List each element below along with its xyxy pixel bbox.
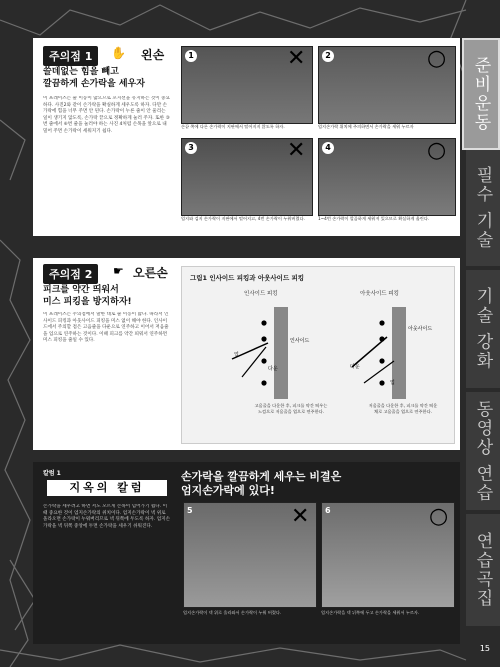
section2-body: 이 프레이즈는 주의점에서 말한 대로 줄 이동이 많다. 따라서 인사이드 피킹과 아웃사이드 피킹을 미스 없이 해야 한다. 인사이드에서 주의할 점은 고음줄을 다운으로 연주하고 이어서 저음줄을 업으로 연주하는 것이다. 이때 피크를 약간 띄워서 연주하면 미스 피킹을 줄일 수 있다. bbox=[43, 312, 169, 344]
section1-panel bbox=[33, 38, 460, 236]
photo-4-number: 4 bbox=[322, 142, 334, 154]
diagram-title: 그림1 인사이드 피킹과 아웃사이드 피킹 bbox=[190, 274, 305, 282]
photo-2-mark: ○ bbox=[427, 46, 447, 71]
right-hand-icon: ☛ bbox=[113, 264, 124, 278]
tab-songs[interactable]: 연습곡집 bbox=[466, 514, 500, 626]
label-down-1: 다운 bbox=[268, 366, 278, 372]
diagram-box bbox=[181, 266, 455, 444]
column-title: 지옥의 칼럼 bbox=[47, 480, 167, 496]
left-hand-icon: ✋ bbox=[111, 46, 126, 60]
section1-body: 이 프레이즈는 줄 이동이 많으므로 포지션을 유지하는 것이 중요하다. 사진2와 같이 손가락을 확실하게 세우도록 하자. 다만 손가락에 힘을 너무 주면 안 된다. 손가락이 누른 줄이 안 울리는 일이 생기지 않도록, 손가락 끝으로 정확하게 눌러 주자. 또한 ③번 줄에서 ⑥번 줄을 눌러야 하는 사진 4처럼 손목을 앞으로 내밀어 주면 손가락이 세워지기 쉽다. bbox=[43, 96, 171, 134]
label-up-1: 업 bbox=[234, 352, 239, 358]
tab-video[interactable]: 동영상 연습 bbox=[466, 392, 500, 510]
photo-2-caption: 엄지손가락 위치에 주의하면서 손가락을 세워 누르자 bbox=[318, 124, 414, 129]
label-inside: 인사이드 bbox=[290, 338, 310, 344]
photo-1-mark: ✕ bbox=[287, 46, 306, 71]
column-body: 손가락을 세우려고 하면 저도 모르게 손목이 넘어가기 쉽다. 이때 중요한 것이 엄지손가락의 위치이다. 엄지손가락이 넥 위로 올라오면 손가락이 누워버리므로 넥 뒤쪽에 두도록 하자. 엄지손가락을 넥 뒤쪽 중앙에 두면 손가락을 세우기 쉬워진다. bbox=[43, 504, 171, 529]
tab-advanced[interactable]: 기술 강화 bbox=[466, 270, 500, 388]
outside-label: 아웃사이드 피킹 bbox=[360, 291, 399, 297]
photo-5-number: 5 bbox=[187, 506, 193, 515]
photo-5-caption: 엄지손가락이 넥 위로 올라와서 손가락이 누워 버렸다. bbox=[183, 610, 282, 615]
section1-hand-label: 왼손 bbox=[141, 48, 165, 62]
photo-3-number: 3 bbox=[185, 142, 197, 154]
section2-hand-label: 오른손 bbox=[133, 266, 168, 280]
photo-3-caption: 엄지와 검지 손가락이 지판에서 떨어지고, 4번 손가락이 누워버렸다. bbox=[181, 216, 305, 221]
photo-3-mark: ✕ bbox=[287, 138, 306, 163]
section2-tag: 주의점 2 bbox=[43, 264, 98, 284]
column-panel bbox=[33, 462, 460, 644]
photo-6-number: 6 bbox=[325, 506, 331, 515]
photo-1-number: 1 bbox=[185, 50, 197, 62]
label-up-2: 업 bbox=[390, 380, 395, 386]
page-number: 15 bbox=[479, 644, 490, 653]
photo-6-mark: ○ bbox=[429, 504, 449, 529]
photo-2-number: 2 bbox=[322, 50, 334, 62]
tab-warmup[interactable]: 준비운동 bbox=[462, 38, 500, 150]
outside-caption: 저음줄을 다운한 후, 피크를 약간 띄운 채로 고음줄을 업으로 연주한다. bbox=[368, 403, 438, 414]
column-headline: 손가락을 깔끔하게 세우는 비결은 엄지손가락에 있다! bbox=[181, 470, 342, 497]
section1-tag: 주의점 1 bbox=[43, 46, 98, 66]
picking-diagram bbox=[182, 267, 454, 443]
photo-4-caption: 1~4번 손가락이 깔끔하게 세워져 있으므로 확실하게 울린다. bbox=[318, 216, 430, 221]
section2-headline: 피크를 약간 띄워서 미스 피킹을 방지하자! bbox=[43, 285, 132, 307]
photo-6-caption: 엄지손가락을 넥 뒤쪽에 두고 손가락을 세워서 누르자. bbox=[321, 610, 420, 615]
inside-label: 인사이드 피킹 bbox=[244, 291, 278, 297]
column-label: 칼럼 1 bbox=[43, 470, 61, 477]
label-down-2: 다운 bbox=[350, 364, 360, 370]
label-outside: 아웃사이드 bbox=[408, 326, 433, 332]
inside-caption: 고음줄을 다운한 후, 피크를 약간 띄우는 느낌으로 저음줄을 업으로 연주한다. bbox=[254, 403, 328, 414]
photo-4-mark: ○ bbox=[427, 138, 447, 163]
tab-essential[interactable]: 필수 기술 bbox=[466, 150, 500, 266]
section2-panel bbox=[33, 258, 460, 450]
photo-1-caption: 손끝 쪽에 다른 손가락이 지판에서 떨어지지 않도록 하자. bbox=[181, 124, 285, 129]
section1-headline: 쓸데없는 힘을 빼고 깔끔하게 손가락을 세우자 bbox=[43, 67, 145, 89]
photo-5-mark: ✕ bbox=[291, 504, 310, 529]
